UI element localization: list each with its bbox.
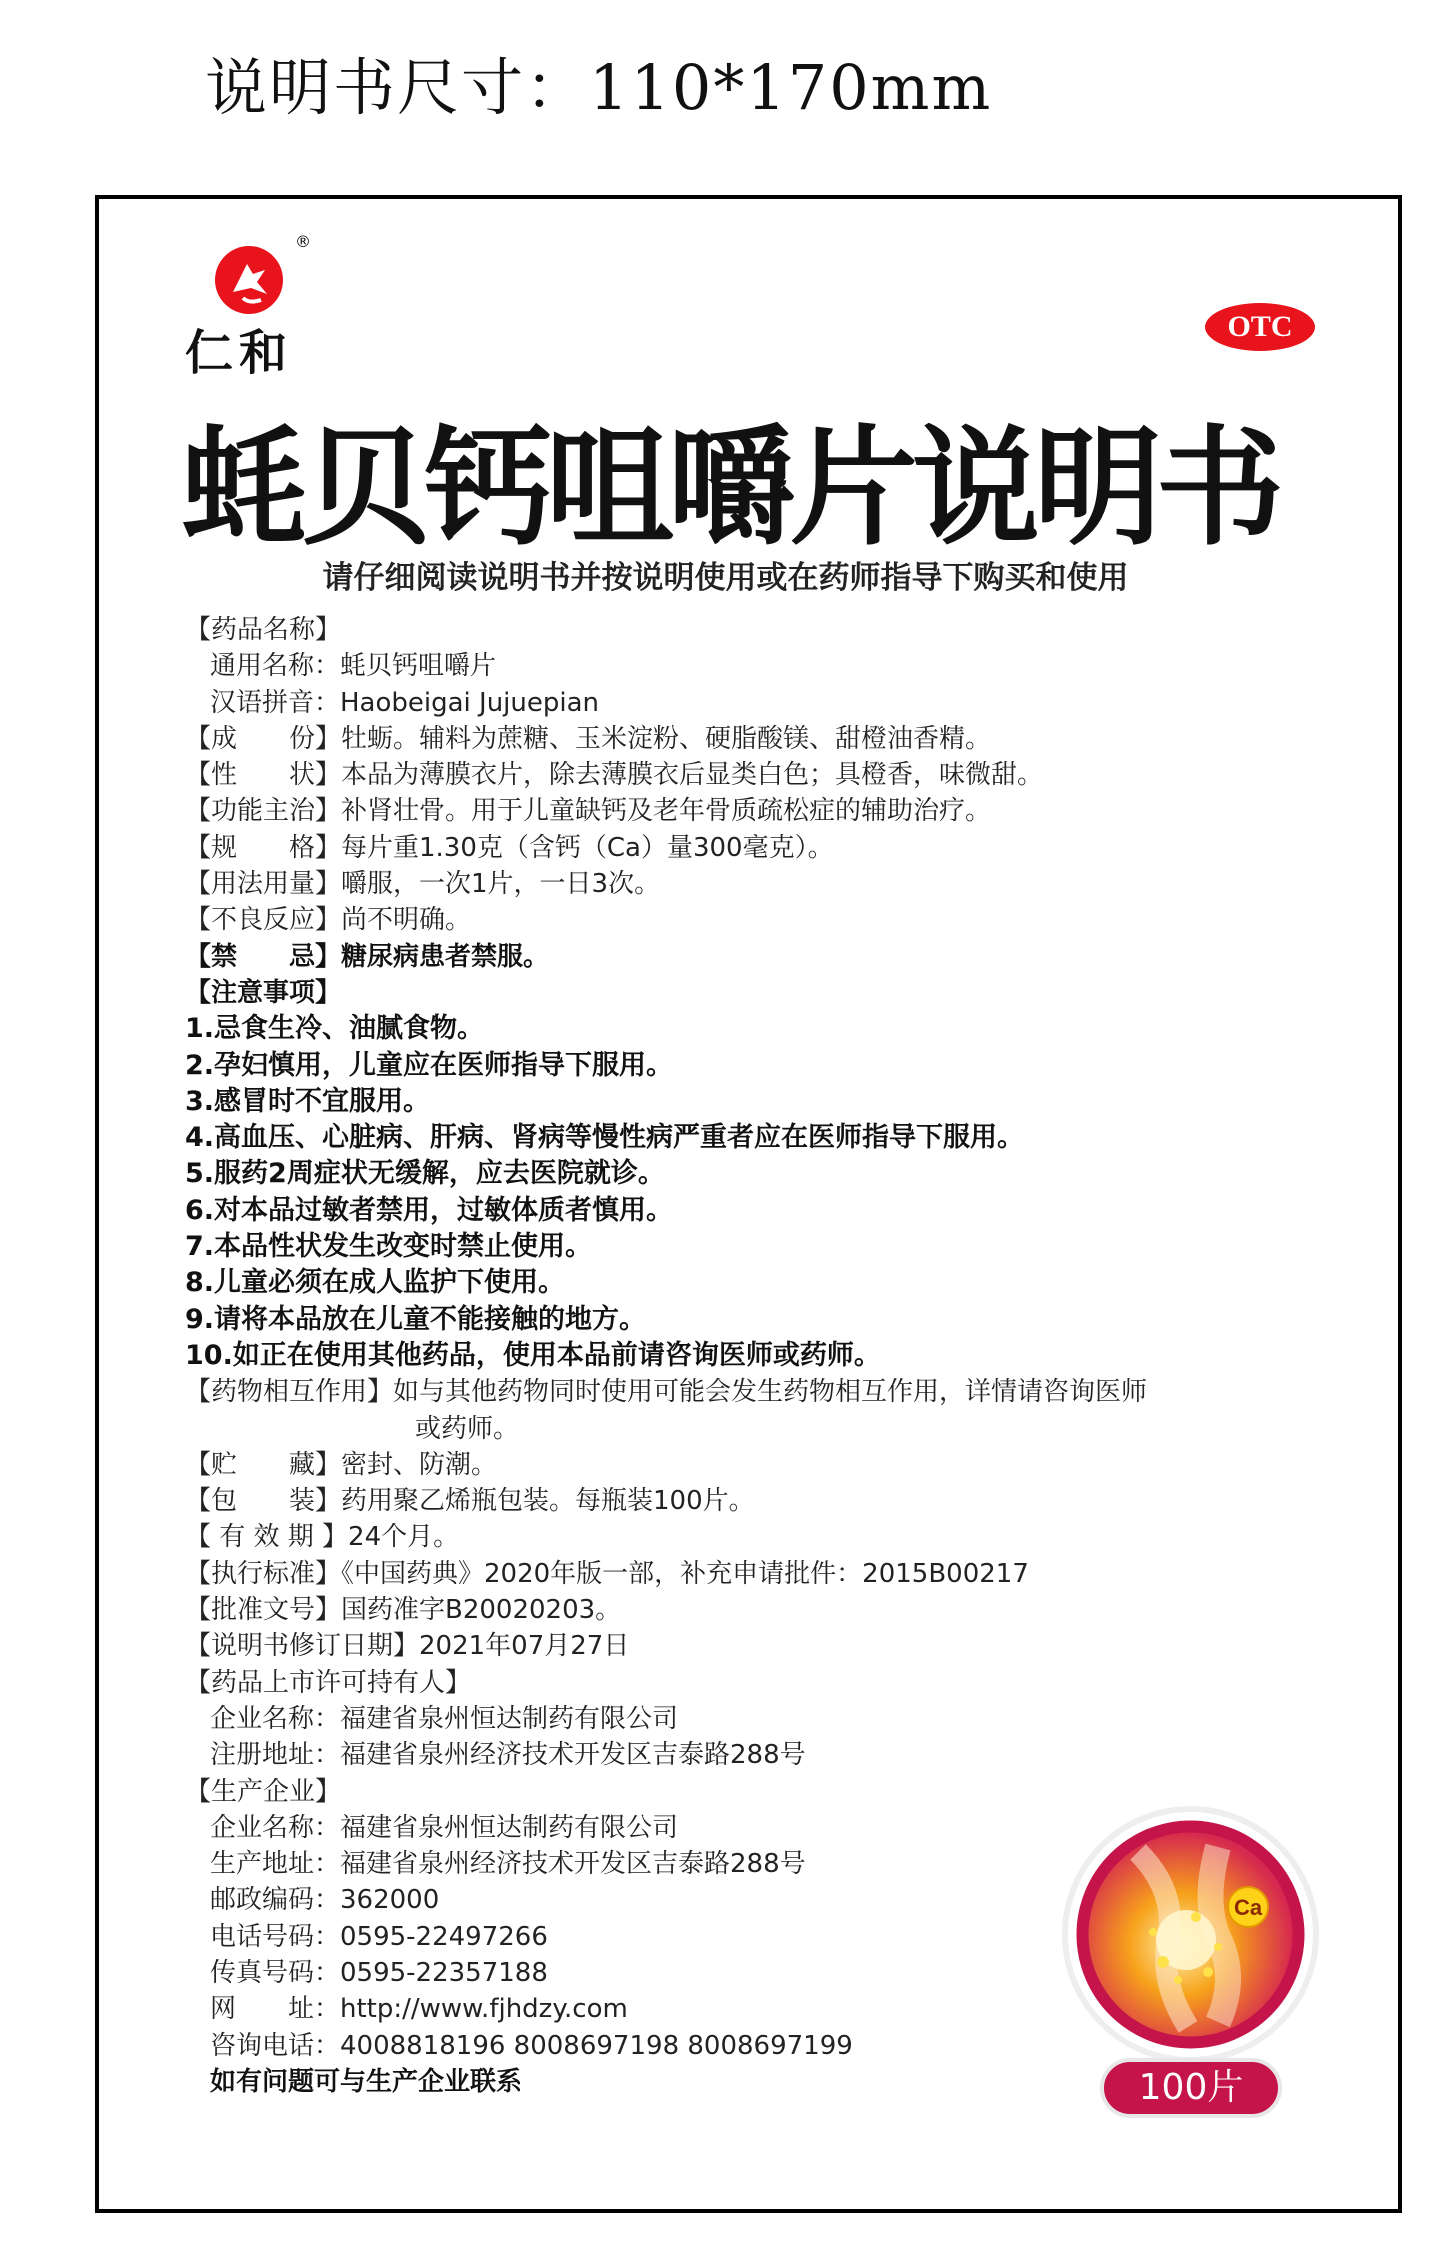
packaging: 【包 装】药用聚乙烯瓶包装。每瓶装100片。 <box>185 1486 755 1517</box>
precaution-item: 1.忌食生冷、油腻食物。 <box>185 1013 485 1045</box>
drug-interactions-continued: 或药师。 <box>415 1413 520 1444</box>
specification: 【规 格】每片重1.30克（含钙（Ca）量300毫克）。 <box>185 832 834 863</box>
fax-number: 传真号码：0595-22357188 <box>210 1957 548 1988</box>
phone-number: 电话号码：0595-22497266 <box>210 1921 548 1952</box>
standard: 【执行标准】《中国药典》2020年版一部，补充申请批件：2015B00217 <box>185 1558 1029 1589</box>
renhe-logo-icon <box>213 244 285 316</box>
section-header-name: 【药品名称】 <box>185 615 342 645</box>
precaution-item: 7.本品性状发生改变时禁止使用。 <box>185 1231 593 1263</box>
precaution-item: 4.高血压、心脏病、肝病、肾病等慢性病严重者应在医师指导下服用。 <box>185 1122 1025 1154</box>
hotline: 咨询电话：4008818196 8008697198 8008697199 <box>210 2030 853 2061</box>
pinyin-name: 汉语拼音：Haobeigai Jujuepian <box>210 687 600 718</box>
tablet-count-pill: 100片 <box>1100 2058 1282 2118</box>
section-header-precautions: 【注意事项】 <box>185 977 342 1008</box>
size-note: 说明书尺寸：110*170mm <box>205 51 993 124</box>
holder-company: 企业名称：福建省泉州恒达制药有限公司 <box>210 1703 679 1734</box>
registered-mark: ® <box>295 232 311 251</box>
otc-badge: OTC <box>1205 303 1315 351</box>
section-header-manufacturer: 【生产企业】 <box>185 1776 342 1807</box>
ingredients: 【成 份】牡蛎。辅料为蔗糖、玉米淀粉、硬脂酸镁、甜橙油香精。 <box>185 723 992 754</box>
precaution-item: 3.感冒时不宜服用。 <box>185 1085 431 1117</box>
drug-interactions: 【药物相互作用】如与其他药物同时使用可能会发生药物相互作用，详情请咨询医师 <box>185 1377 1148 1408</box>
postal-code: 邮政编码：362000 <box>210 1885 440 1916</box>
contraindications: 【禁 忌】糖尿病患者禁服。 <box>185 941 550 972</box>
dosage: 【用法用量】嚼服，一次1片，一日3次。 <box>185 869 661 900</box>
precaution-item: 6.对本品过敏者禁用，过敏体质者慎用。 <box>185 1194 674 1226</box>
brand-name: 仁和 <box>185 325 294 381</box>
precaution-item: 10.如正在使用其他药品，使用本品前请咨询医师或药师。 <box>185 1339 881 1371</box>
precaution-item: 8.儿童必须在成人监护下使用。 <box>185 1267 566 1299</box>
section-header-holder: 【药品上市许可持有人】 <box>185 1667 472 1698</box>
indications: 【功能主治】补肾壮骨。用于儿童缺钙及老年骨质疏松症的辅助治疗。 <box>185 796 992 827</box>
shelf-life: 【 有 效 期 】24个月。 <box>185 1522 460 1553</box>
appearance: 【性 状】本品为薄膜衣片，除去薄膜衣后显类白色；具橙香，味微甜。 <box>185 760 1044 791</box>
reading-instruction: 请仔细阅读说明书并按说明使用或在药师指导下购买和使用 <box>322 560 1129 596</box>
approval-number: 【批准文号】国药准字B20020203。 <box>185 1595 622 1626</box>
generic-name: 通用名称：蚝贝钙咀嚼片 <box>210 651 497 682</box>
holder-address: 注册地址：福建省泉州经济技术开发区吉泰路288号 <box>210 1740 806 1771</box>
precaution-item: 5.服药2周症状无缓解，应去医院就诊。 <box>185 1158 665 1190</box>
brand-logo <box>185 232 335 382</box>
calcium-badge <box>1068 1812 1313 2057</box>
adverse-reactions: 【不良反应】尚不明确。 <box>185 905 472 936</box>
website: 网 址：http://www.fjhdzy.com <box>210 1994 628 2025</box>
manufacturer-address: 生产地址：福建省泉州经济技术开发区吉泰路288号 <box>210 1849 806 1880</box>
manufacturer-company: 企业名称：福建省泉州恒达制药有限公司 <box>210 1812 679 1843</box>
contact-note: 如有问题可与生产企业联系 <box>210 2066 523 2097</box>
precaution-item: 2.孕妇慎用，儿童应在医师指导下服用。 <box>185 1049 674 1081</box>
storage: 【贮 藏】密封、防潮。 <box>185 1449 498 1480</box>
calcium-symbol: Ca <box>1233 1895 1263 1920</box>
revision-date: 【说明书修订日期】2021年07月27日 <box>185 1631 630 1662</box>
page-title: 蚝贝钙咀嚼片说明书 <box>180 414 1279 563</box>
joint-calcium-icon <box>1068 1812 1313 2057</box>
precaution-item: 9.请将本品放在儿童不能接触的地方。 <box>185 1303 647 1335</box>
